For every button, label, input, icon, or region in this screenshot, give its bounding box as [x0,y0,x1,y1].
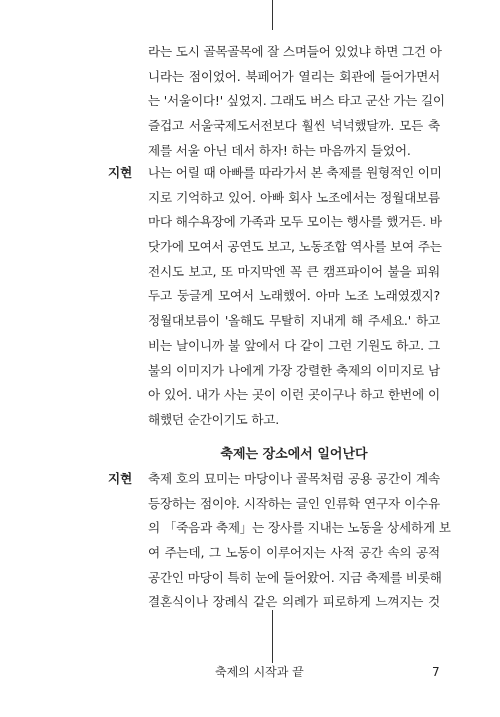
text-line: 지로 기억하고 있어. 아빠 회사 노조에서는 정월대보름 [148,189,440,205]
text-line: 공간인 마당이 특히 눈에 들어왔어. 지금 축제를 비롯해 [148,569,442,585]
text-line: 아 있어. 내가 사는 곳이 이런 곳이구나 하고 한번에 이 [148,387,440,403]
text-line: 등장하는 점이야. 시작하는 글인 인류학 연구자 이수유 [148,495,440,511]
bottom-divider-line [272,610,273,663]
section-heading: 축제는 장소에서 일어난다 [220,447,368,462]
text-line: 마다 해수욕장에 가족과 모두 모이는 행사를 했거든. 바 [148,214,442,230]
text-line: 즐겁고 서울국제도서전보다 훨씬 넉넉했달까. 모든 축 [148,118,440,134]
text-line: 전시도 보고, 또 마지막엔 꼭 큰 캠프파이어 불을 피워 [148,263,440,279]
text-line: 결혼식이나 장례식 같은 의례가 피로하게 느껴지는 것 [148,594,440,610]
text-line: 는 '서울이다!' 싶었지. 그래도 버스 타고 군산 가는 길이 [148,93,445,109]
text-line: 축제 호의 묘미는 마당이나 골목처럼 공용 공간이 계속 [148,471,440,486]
paragraph-3 [148,467,451,615]
text-line: 라는 도시 골목골목에 잘 스며들어 있었냐 하면 그건 아 [148,44,442,59]
text-line: 불의 이미지가 나에게 가장 강렬한 축제의 이미지로 남 [148,362,440,378]
text-line: 정월대보름이 '올해도 무탈히 지내게 해 주세요.' 하고 [148,313,440,329]
running-footer-title: 축제의 시작과 끝 [215,665,304,679]
speaker-label: 지현 [108,471,133,486]
text-line: 제를 서울 아닌 데서 하자! 하는 마음까지 들었어. [148,142,411,158]
text-line: 해했던 순간이기도 하고. [148,411,280,427]
text-line: 닷가에 모여서 공연도 보고, 노동조합 역사를 보여 주는 [148,239,442,255]
top-divider-line [272,0,273,30]
paragraph-2 [148,161,440,433]
text-line: 나는 어릴 때 아빠를 따라가서 본 축제를 원형적인 이미 [148,165,442,180]
text-line: 여 주는데, 그 노동이 이루어지는 사적 공간 속의 공적 [148,545,440,561]
page-number: 7 [432,665,440,679]
speaker-label: 지현 [108,165,133,180]
text-line: 니라는 점이었어. 북페어가 열리는 회관에 들어가면서 [148,68,440,84]
text-line: 비는 날이니까 불 앞에서 다 같이 그런 기원도 하고. 그 [148,337,440,353]
text-line: 두고 둥글게 모여서 노래했어. 아마 노조 노래였겠지? [148,288,440,304]
text-line: 의 「죽음과 축제」는 장사를 지내는 노동을 상세하게 보 [148,520,451,536]
paragraph-1 [148,40,445,163]
